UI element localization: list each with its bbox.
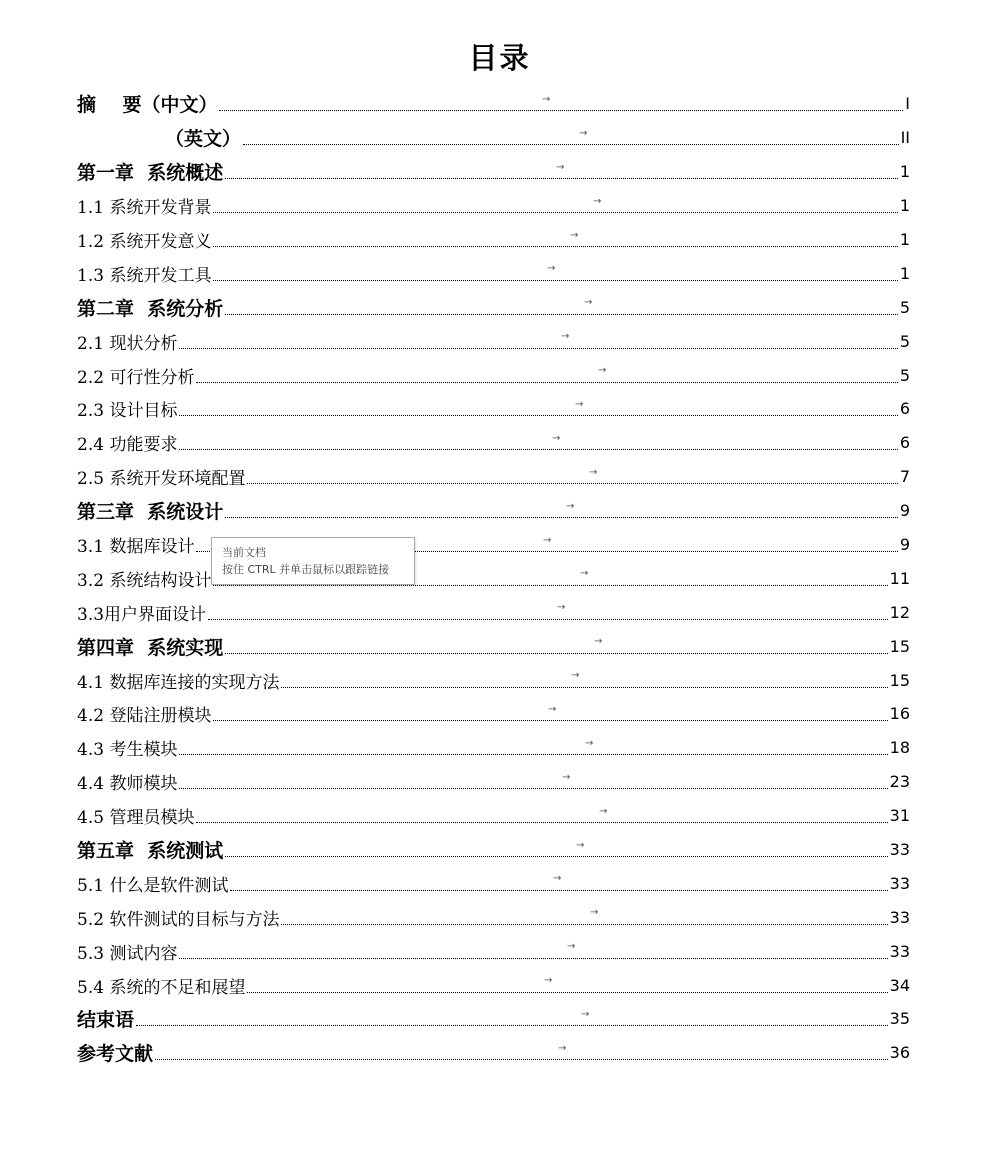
dot-leader xyxy=(219,110,903,111)
tab-mark-icon: → xyxy=(599,805,608,817)
toc-entry-label: 5.2 软件测试的目标与方法 xyxy=(77,909,280,930)
toc-entry[interactable] xyxy=(77,934,910,968)
toc-entry[interactable] xyxy=(77,460,910,494)
toc-entry[interactable] xyxy=(77,629,910,663)
toc-entry-page: 18 xyxy=(889,738,910,758)
toc-entry[interactable] xyxy=(77,833,910,867)
toc-entry-page: 33 xyxy=(889,907,910,927)
dot-leader xyxy=(225,653,887,654)
toc-entry-label: 参考文献 xyxy=(77,1043,154,1066)
toc-entry-label: 第二章 系统分析 xyxy=(77,297,224,320)
toc-entry[interactable] xyxy=(77,392,910,426)
tab-mark-icon: → xyxy=(584,297,593,309)
dot-leader xyxy=(225,178,898,179)
toc-entry[interactable] xyxy=(77,426,910,460)
dot-leader xyxy=(247,483,897,484)
toc-entry-label: 3.2 系统结构设计 xyxy=(77,570,212,591)
toc-entry-page: 1 xyxy=(899,230,910,249)
toc-entry-page: 5 xyxy=(899,365,910,385)
tab-mark-icon: → xyxy=(570,229,579,241)
tab-mark-icon: → xyxy=(590,907,599,919)
toc-entry[interactable] xyxy=(77,799,910,833)
dot-leader xyxy=(225,856,887,857)
toc-entry-label: （英文） xyxy=(165,128,242,151)
tab-mark-icon: → xyxy=(562,771,571,783)
tooltip-line-1: 当前文档 xyxy=(222,546,266,559)
toc-entry-page: 1 xyxy=(899,162,910,182)
tab-mark-icon: → xyxy=(561,331,570,343)
toc-entry[interactable] xyxy=(77,900,910,934)
dot-leader xyxy=(247,992,887,993)
dot-leader xyxy=(155,1059,888,1060)
dot-leader xyxy=(179,415,897,416)
toc-entry-page: 36 xyxy=(889,1043,910,1063)
dot-leader xyxy=(213,280,897,281)
toc-entry[interactable] xyxy=(77,731,910,765)
tab-mark-icon: → xyxy=(571,670,580,682)
dot-leader xyxy=(179,788,887,789)
hyperlink-tooltip xyxy=(211,537,415,585)
tab-mark-icon: → xyxy=(558,1042,567,1054)
toc-entry[interactable] xyxy=(77,866,910,900)
page-title: 目录 xyxy=(468,41,531,75)
toc-entry[interactable] xyxy=(77,358,910,392)
tab-mark-icon: → xyxy=(593,195,602,207)
dot-leader xyxy=(196,382,897,383)
tab-mark-icon: → xyxy=(585,737,594,749)
toc-entry-page: 1 xyxy=(899,196,910,216)
toc-entry-label: 4.4 教师模块 xyxy=(77,774,178,795)
dot-leader xyxy=(196,822,887,823)
toc-entry-label: 1.2 系统开发意义 xyxy=(77,232,212,252)
toc-entry[interactable] xyxy=(77,697,910,731)
dot-leader xyxy=(179,958,887,959)
toc-entry-label: 第一章 系统概述 xyxy=(77,162,224,185)
dot-leader xyxy=(213,585,887,586)
toc-entry-page: 6 xyxy=(899,433,910,453)
toc-entry-label: 第四章 系统实现 xyxy=(77,636,224,659)
dot-leader xyxy=(225,517,898,518)
toc-entry-label: 第三章 系统设计 xyxy=(77,501,224,524)
toc-entry-page: 5 xyxy=(899,331,910,351)
toc-entry-page: 33 xyxy=(889,941,910,961)
tab-mark-icon: → xyxy=(544,975,553,987)
tab-mark-icon: → xyxy=(557,602,566,614)
toc-entry[interactable] xyxy=(77,121,910,155)
dot-leader xyxy=(243,144,899,145)
toc-entry-label: 4.1 数据库连接的实现方法 xyxy=(77,672,280,693)
toc-entry-page: 15 xyxy=(889,636,910,656)
toc-entry-label: 2.5 系统开发环境配置 xyxy=(77,469,246,490)
toc-entry[interactable] xyxy=(77,87,910,121)
toc-entry-label: 3.3用户界面设计 xyxy=(77,604,207,625)
toc-entry-label: 3.1 数据库设计 xyxy=(77,537,195,558)
toc-entry-page: 1 xyxy=(899,263,910,283)
table-of-contents xyxy=(77,87,910,1070)
dot-leader xyxy=(281,924,887,925)
toc-entry-page: 7 xyxy=(899,467,910,487)
toc-entry[interactable] xyxy=(77,290,910,324)
toc-entry[interactable] xyxy=(77,155,910,189)
toc-entry[interactable] xyxy=(77,561,910,595)
toc-entry-label: 结束语 xyxy=(77,1009,135,1032)
tab-mark-icon: → xyxy=(552,432,561,444)
toc-entry[interactable] xyxy=(77,663,910,697)
toc-entry-page: 15 xyxy=(889,670,910,690)
toc-entry-page: I xyxy=(905,94,910,114)
toc-entry-label: 2.4 功能要求 xyxy=(77,435,178,456)
dot-leader xyxy=(225,314,898,315)
tab-mark-icon: → xyxy=(598,365,607,377)
dot-leader xyxy=(281,687,887,688)
toc-entry[interactable] xyxy=(77,1002,910,1036)
toc-entry-label: 2.3 设计目标 xyxy=(77,401,178,422)
dot-leader xyxy=(208,619,888,620)
tab-mark-icon: → xyxy=(589,466,598,478)
tooltip-line-2: 按住 CTRL 并单击鼠标以跟踪链接 xyxy=(222,563,390,576)
tab-mark-icon: → xyxy=(543,534,552,546)
toc-entry-label: 4.5 管理员模块 xyxy=(77,808,195,829)
toc-entry[interactable] xyxy=(77,494,910,528)
toc-entry[interactable] xyxy=(77,765,910,799)
toc-entry-label: 5.3 测试内容 xyxy=(77,943,178,964)
toc-entry-label: 第五章 系统测试 xyxy=(77,840,224,863)
tab-mark-icon: → xyxy=(576,839,585,851)
toc-entry[interactable] xyxy=(77,968,910,1002)
toc-entry[interactable] xyxy=(77,595,910,629)
dot-leader xyxy=(136,1025,888,1026)
toc-entry[interactable] xyxy=(77,256,910,290)
tab-mark-icon: → xyxy=(553,873,562,885)
tab-mark-icon: → xyxy=(542,94,551,105)
toc-entry-label: 2.1 现状分析 xyxy=(77,333,178,354)
toc-entry-label: 1.1 系统开发背景 xyxy=(77,198,212,219)
toc-entry-page: 33 xyxy=(889,873,910,893)
dot-leader xyxy=(179,348,897,349)
toc-entry-label: 1.3 系统开发工具 xyxy=(77,265,212,286)
toc-entry-page: 16 xyxy=(889,704,910,724)
tab-mark-icon: → xyxy=(556,161,565,173)
toc-entry[interactable] xyxy=(77,223,910,257)
tab-mark-icon: → xyxy=(579,127,588,139)
dot-leader xyxy=(213,720,887,721)
toc-entry-label: 5.1 什么是软件测试 xyxy=(77,875,229,896)
toc-entry-page: 9 xyxy=(899,501,910,521)
toc-entry-page: 34 xyxy=(889,975,910,995)
toc-entry-page: 12 xyxy=(889,602,910,622)
toc-entry-label: 摘 要（中文） xyxy=(77,94,218,117)
dot-leader xyxy=(179,754,887,755)
toc-entry-page: 33 xyxy=(889,840,910,860)
toc-entry-page: 23 xyxy=(889,772,910,792)
toc-entry-page: 9 xyxy=(899,535,910,555)
dot-leader xyxy=(179,449,897,450)
toc-entry[interactable] xyxy=(77,189,910,223)
toc-entry-label: 4.3 考生模块 xyxy=(77,740,178,761)
toc-entry-label: 4.2 登陆注册模块 xyxy=(77,706,212,727)
tab-mark-icon: → xyxy=(581,1009,590,1021)
toc-entry-page: 31 xyxy=(889,806,910,826)
tab-mark-icon: → xyxy=(575,399,584,411)
dot-leader xyxy=(213,212,897,213)
toc-entry-page: 35 xyxy=(889,1009,910,1029)
toc-entry[interactable] xyxy=(77,1036,910,1070)
tab-mark-icon: → xyxy=(566,500,575,512)
toc-entry-page: 11 xyxy=(889,568,910,588)
tab-mark-icon: → xyxy=(548,704,557,716)
toc-entry[interactable] xyxy=(77,324,910,358)
toc-entry-page: 6 xyxy=(899,399,910,419)
toc-entry-page: II xyxy=(900,128,910,148)
dot-leader xyxy=(230,890,887,891)
tab-mark-icon: → xyxy=(594,636,603,648)
tab-mark-icon: → xyxy=(580,568,589,580)
toc-entry-page: 5 xyxy=(899,297,910,317)
tab-mark-icon: → xyxy=(567,941,576,953)
toc-entry-label: 2.2 可行性分析 xyxy=(77,367,195,388)
toc-entry[interactable] xyxy=(77,528,910,562)
tab-mark-icon: → xyxy=(547,263,556,275)
dot-leader xyxy=(213,246,897,247)
toc-entry-label: 5.4 系统的不足和展望 xyxy=(77,977,246,998)
